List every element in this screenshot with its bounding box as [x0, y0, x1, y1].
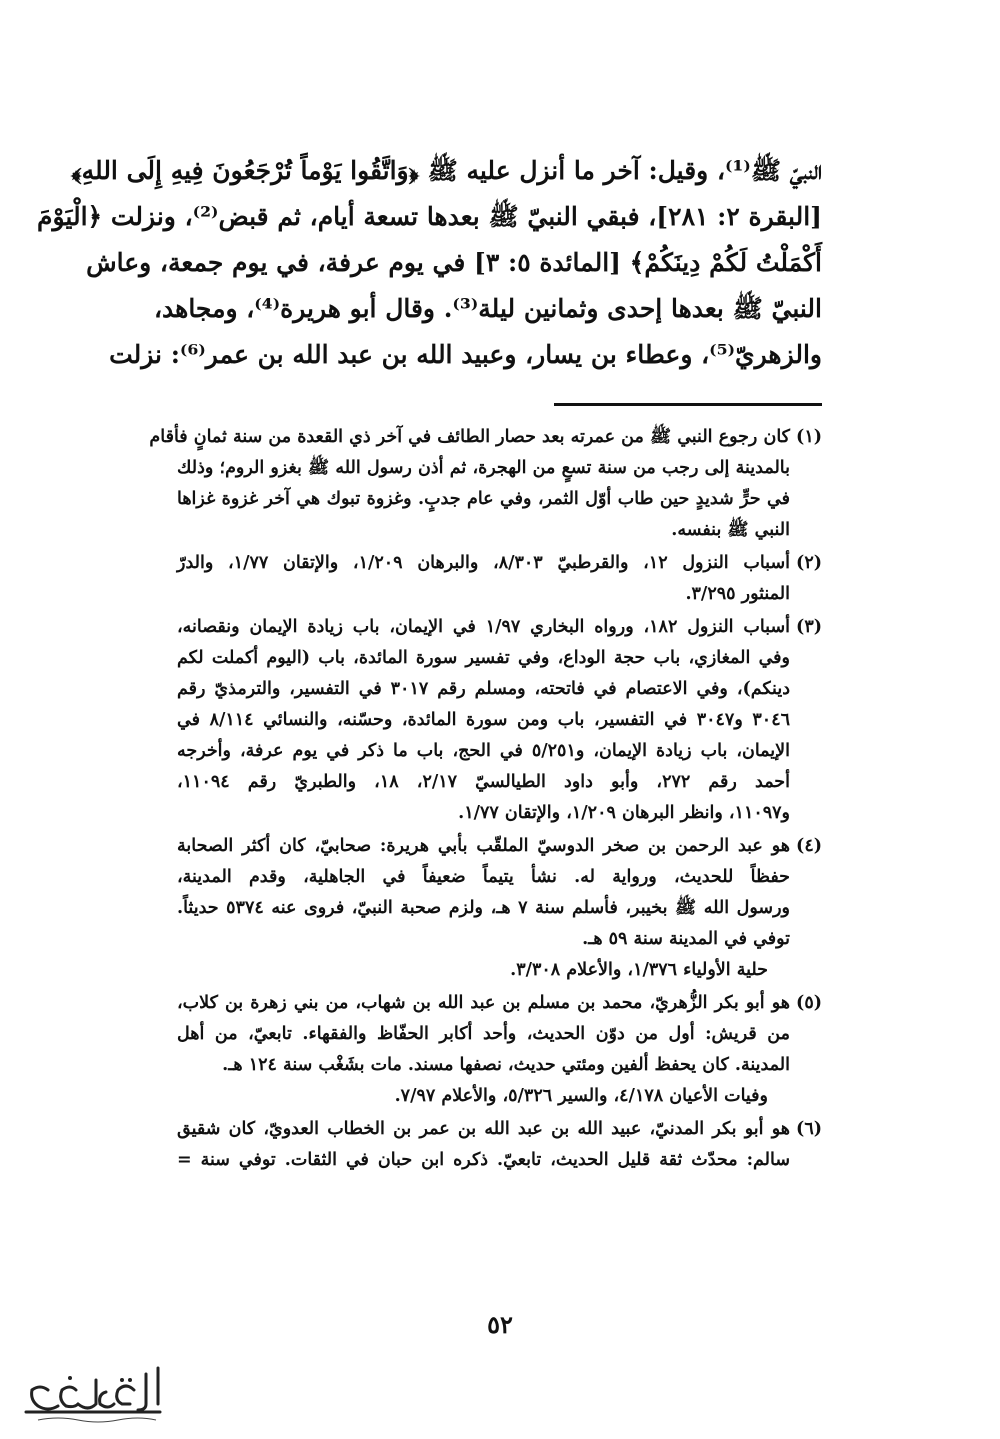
footnote-line: أحمد رقم ٢٧٢، وأبو داود الطيالسيّ ٢/١٧، ١٨، والطبريّ رقم ١١٠٩٤، [177, 772, 790, 792]
footnote-line: بالمدينة إلى رجب من سنة تسعٍ من الهجرة، ثم أذن رسول الله ﷺ بغزو الروم؛ وذلك [177, 458, 790, 478]
calligraphy-logo-icon [18, 1360, 168, 1430]
footnote-line: المنثور ٣/٢٩٥. [685, 584, 790, 604]
footnote-4 [177, 831, 822, 986]
main-text-line: أَكْمَلْتُ لَكُمْ دِينَكُمْ﴾ [المائدة ٥: ٣] في يوم عرفة، في يوم جمعة، وعاش [86, 248, 822, 277]
footnote-line: الإيمان، باب زيادة الإيمان، و٥/٢٥١ في الحج، باب ما ذكر في يوم عرفة، وأخرجه [177, 741, 790, 761]
main-text-line: النبيّ ﷺ⁽¹⁾، وقيل: آخر ما أنزل عليه ﷺ ﴿وَاتَّقُوا يَوْماً تُرْجَعُونَ فِيهِ إِلَى اللهِ﴾ [71, 156, 822, 185]
footnote-line: النبي ﷺ بنفسه. [671, 520, 790, 540]
main-text-line: [البقرة ٢: ٢٨١]، فبقي النبيّ ﷺ بعدها تسعة أيام، ثم قبض⁽²⁾، ونزلت ﴿الْيَوْمَ [37, 202, 822, 231]
footnote-line: هو عبد الرحمن بن صخر الدوسيّ الملقّب بأبي هريرة: صحابيّ، كان أكثر الصحابة [177, 836, 790, 856]
footnote-number: (٣) [796, 617, 822, 637]
footnote-line: ٣٠٤٦ و٣٠٤٧ في التفسير، باب ومن سورة المائدة، وحسّنه، والنسائي ٨/١١٤ في [177, 710, 790, 730]
main-text [37, 148, 822, 378]
footnote-line: و١١٠٩٧، وانظر البرهان ١/٢٠٩، والإتقان ١/٧٧. [458, 803, 790, 823]
footnote-line: من قريش: أول من دوّن الحديث، وأحد أكابر الحفّاظ والفقهاء. تابعيّ، من أهل [177, 1024, 790, 1044]
footnote-2 [177, 548, 822, 610]
footnote-line: المدينة. كان يحفظ ألفين ومئتي حديث، نصفها مسند. مات بشَغْب سنة ١٢٤ هـ. [222, 1055, 790, 1075]
footnote-line: توفي في المدينة سنة ٥٩ هـ. [582, 929, 790, 949]
footnote-number: (٦) [796, 1119, 822, 1139]
footnote-line: دينكم)، وفي الاعتصام في فاتحته، ومسلم رقم ٣٠١٧ في التفسير، والترمذيّ رقم [177, 679, 790, 699]
footnote-3 [177, 612, 822, 829]
footnote-reference: وفيات الأعيان ٤/١٧٨، والسير ٥/٣٢٦، والأعلام ٧/٩٧. [394, 1086, 768, 1106]
page-number: ٥٢ [487, 1310, 513, 1339]
footnote-number: (٢) [796, 553, 822, 573]
footnote-line: سالم: محدّث ثقة قليل الحديث، تابعيّ. ذكره ابن حبان في الثقات. توفي سنة = [177, 1150, 790, 1170]
footnotes [149, 422, 822, 1178]
footnote-5 [177, 988, 822, 1112]
footnote-reference: حلية الأولياء ١/٣٧٦، والأعلام ٣/٣٠٨. [510, 960, 768, 980]
footnote-line: وفي المغازي، باب حجة الوداع، وفي تفسير سورة المائدة، باب (اليوم أكملت لكم [177, 648, 790, 668]
footnote-line: حفظاً للحديث، ورواية له. نشأ يتيماً ضعيفاً في الجاهلية، وقدم المدينة، [177, 867, 790, 887]
footnote-line: أسباب النزول ١٨٢، ورواه البخاري ١/٩٧ في الإيمان، باب زيادة الإيمان ونقصانه، [177, 617, 790, 637]
footnote-number: (٤) [796, 836, 822, 856]
main-text-line: النبيّ ﷺ بعدها إحدى وثمانين ليلة⁽³⁾. وقال أبو هريرة⁽⁴⁾، ومجاهد، [153, 294, 822, 323]
footnote-line: كان رجوع النبي ﷺ من عمرته بعد حصار الطائف في آخر ذي القعدة من سنة ثمانٍ فأقام [149, 427, 790, 447]
footnote-number: (١) [796, 427, 822, 447]
footnote-divider [554, 403, 822, 406]
footnote-1 [149, 422, 822, 546]
footnote-line: أسباب النزول ١٢، والقرطبيّ ٨/٣٠٣، والبرهان ١/٢٠٩، والإتقان ١/٧٧، والدرّ [177, 553, 790, 573]
footnote-line: ورسول الله ﷺ بخيبر، فأسلم سنة ٧ هـ، ولزم صحبة النبيّ، فروى عنه ٥٣٧٤ حديثاً. [177, 898, 790, 918]
footnote-line: هو أبو بكر الزُّهريّ، محمد بن مسلم بن عبد الله بن شهاب، من بني زهرة بن كلاب، [177, 993, 790, 1013]
main-text-line: والزهريّ⁽⁵⁾، وعطاء بن يسار، وعبيد الله بن عبد الله بن عمر⁽⁶⁾: نزلت [109, 340, 822, 369]
footnote-number: (٥) [796, 993, 822, 1013]
footnote-6 [177, 1114, 822, 1176]
footnote-line: في حرٍّ شديدٍ حين طاب أوّل الثمر، وفي عام جدبٍ. وغزوة تبوك هي آخر غزوة غزاها [177, 489, 790, 509]
footnote-line: هو أبو بكر المدنيّ، عبيد الله بن عبد الله بن عمر بن الخطاب العدويّ، كان شقيق [177, 1119, 790, 1139]
